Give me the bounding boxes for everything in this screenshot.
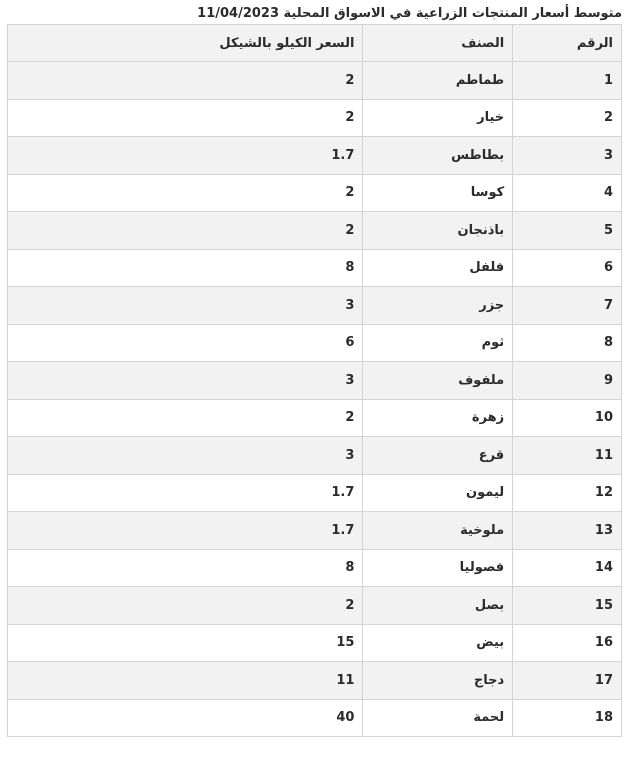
- cell-price: 40: [8, 699, 363, 737]
- cell-price: 8: [8, 549, 363, 587]
- table-row: [8, 62, 622, 100]
- cell-number: 3: [513, 137, 622, 175]
- cell-number: 5: [513, 212, 622, 250]
- cell-number: 14: [513, 549, 622, 587]
- table-row: [8, 362, 622, 400]
- table-row: [8, 212, 622, 250]
- cell-number: 7: [513, 287, 622, 325]
- table-row: [8, 662, 622, 700]
- column-header-item: الصنف: [363, 25, 513, 62]
- cell-number: 15: [513, 587, 622, 625]
- table-row: [8, 249, 622, 287]
- cell-number: 18: [513, 699, 622, 737]
- cell-item: ليمون: [363, 474, 513, 512]
- cell-number: 11: [513, 437, 622, 475]
- cell-item: بصل: [363, 587, 513, 625]
- cell-number: 4: [513, 174, 622, 212]
- cell-item: كوسا: [363, 174, 513, 212]
- table-row: [8, 287, 622, 325]
- cell-price: 11: [8, 662, 363, 700]
- cell-number: 10: [513, 399, 622, 437]
- table-header-row: [8, 25, 622, 62]
- prices-table: [7, 24, 622, 737]
- table-row: [8, 549, 622, 587]
- table-row: [8, 324, 622, 362]
- cell-number: 17: [513, 662, 622, 700]
- cell-item: لحمة: [363, 699, 513, 737]
- cell-item: جزر: [363, 287, 513, 325]
- table-caption: متوسط أسعار المنتجات الزراعية في الاسواق المحلية 11/04/2023: [197, 6, 622, 21]
- table-row: [8, 624, 622, 662]
- cell-item: ملفوف: [363, 362, 513, 400]
- cell-item: دجاج: [363, 662, 513, 700]
- cell-number: 13: [513, 512, 622, 550]
- cell-number: 2: [513, 99, 622, 137]
- table-row: [8, 699, 622, 737]
- table-row: [8, 399, 622, 437]
- cell-price: 2: [8, 587, 363, 625]
- cell-item: ملوخية: [363, 512, 513, 550]
- cell-price: 2: [8, 399, 363, 437]
- cell-number: 16: [513, 624, 622, 662]
- cell-price: 2: [8, 174, 363, 212]
- cell-price: 3: [8, 287, 363, 325]
- cell-price: 2: [8, 99, 363, 137]
- cell-price: 1.7: [8, 474, 363, 512]
- table-row: [8, 474, 622, 512]
- column-header-price: السعر الكيلو بالشيكل: [8, 25, 363, 62]
- table-row: [8, 437, 622, 475]
- table-row: [8, 99, 622, 137]
- table-row: [8, 174, 622, 212]
- table-body: [8, 62, 622, 737]
- cell-item: ثوم: [363, 324, 513, 362]
- cell-price: 3: [8, 437, 363, 475]
- cell-price: 15: [8, 624, 363, 662]
- cell-item: فلفل: [363, 249, 513, 287]
- cell-item: بطاطس: [363, 137, 513, 175]
- cell-price: 1.7: [8, 512, 363, 550]
- cell-price: 1.7: [8, 137, 363, 175]
- cell-number: 6: [513, 249, 622, 287]
- column-header-number: الرقم: [513, 25, 622, 62]
- cell-price: 8: [8, 249, 363, 287]
- cell-price: 2: [8, 62, 363, 100]
- cell-number: 9: [513, 362, 622, 400]
- cell-item: قرع: [363, 437, 513, 475]
- cell-number: 1: [513, 62, 622, 100]
- cell-item: باذنجان: [363, 212, 513, 250]
- cell-number: 8: [513, 324, 622, 362]
- cell-item: بيض: [363, 624, 513, 662]
- cell-item: طماطم: [363, 62, 513, 100]
- cell-item: خيار: [363, 99, 513, 137]
- cell-item: زهرة: [363, 399, 513, 437]
- table-row: [8, 587, 622, 625]
- cell-price: 3: [8, 362, 363, 400]
- table-row: [8, 137, 622, 175]
- table-row: [8, 512, 622, 550]
- cell-price: 6: [8, 324, 363, 362]
- cell-item: فصوليا: [363, 549, 513, 587]
- cell-number: 12: [513, 474, 622, 512]
- cell-price: 2: [8, 212, 363, 250]
